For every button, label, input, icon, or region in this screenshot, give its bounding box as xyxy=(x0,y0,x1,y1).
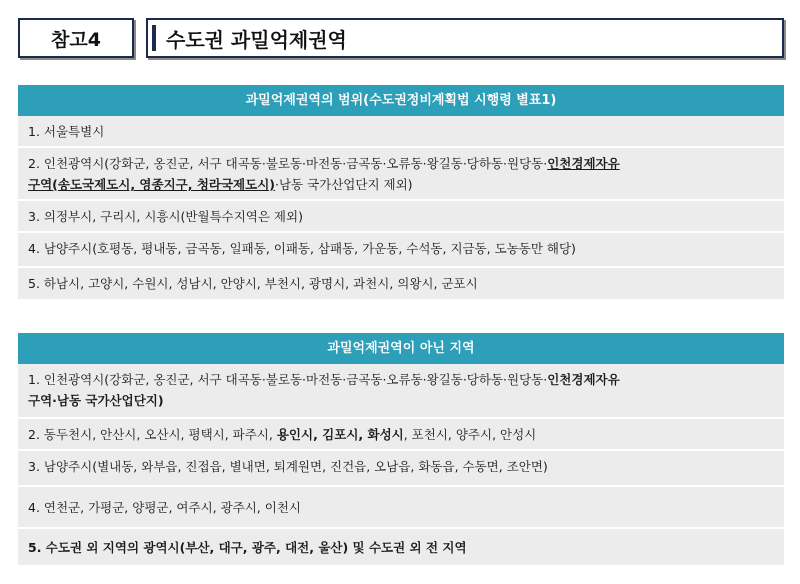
section-header: 과밀억제권역이 아닌 지역 xyxy=(18,333,784,364)
item-text: ·남동 국가산업단지 제외) xyxy=(274,177,413,192)
list-item xyxy=(18,364,784,419)
list-item xyxy=(18,148,784,201)
item-text: 2. 인천광역시(강화군, 옹진군, 서구 대곡동·불로동·마전동·금곡동·오류동·왕길동·당하동·원당동· xyxy=(28,156,548,171)
list-item xyxy=(18,233,784,268)
list-item xyxy=(18,487,784,529)
page-title: 수도권 과밀억제권역 xyxy=(166,27,347,52)
title-accent-bar xyxy=(152,25,156,51)
item-emphasis: 구역·남동 국가산업단지) xyxy=(28,393,164,408)
item-text: 1. 인천광역시(강화군, 옹진군, 서구 대곡동·불로동·마전동·금곡동·오류동·왕길동·당하동·원당동· xyxy=(28,372,548,387)
item-text: 1. 서울특별시 xyxy=(28,124,105,139)
section-non-overcrowding xyxy=(18,333,784,567)
item-text: 4. 연천군, 가평군, 양평군, 여주시, 광주시, 이천시 xyxy=(28,500,301,515)
item-emphasis: 용인시, 김포시, 화성시 xyxy=(276,427,404,442)
section-header: 과밀억제권역의 범위(수도권정비계획법 시행령 별표1) xyxy=(18,85,784,116)
item-emphasis: 5. 수도권 외 지역의 광역시(부산, 대구, 광주, 대전, 울산) 및 수도권 외 전 지역 xyxy=(28,540,467,555)
list-item xyxy=(18,419,784,451)
reference-tag: 참고4 xyxy=(18,18,134,58)
item-text: , 포천시, 양주시, 안성시 xyxy=(403,427,537,442)
item-text: 3. 남양주시(별내동, 와부읍, 진접읍, 별내면, 퇴계원면, 진건읍, 오남읍, 화동읍, 수동면, 조안면) xyxy=(28,459,548,474)
list-item xyxy=(18,268,784,301)
item-emphasis: 인천경제자유 xyxy=(547,372,620,387)
list-item xyxy=(18,529,784,567)
item-text: 5. 하남시, 고양시, 수원시, 성남시, 안양시, 부천시, 광명시, 과천시, 의왕시, 군포시 xyxy=(28,276,478,291)
title-bar xyxy=(18,18,784,58)
item-text: 2. 동두천시, 안산시, 오산시, 평택시, 파주시, xyxy=(28,427,277,442)
list-item xyxy=(18,116,784,148)
title-box xyxy=(146,18,784,58)
section-overcrowding-scope xyxy=(18,85,784,301)
list-item xyxy=(18,201,784,233)
item-emphasis: 구역(송도국제도시, 영종지구, 청라국제도시) xyxy=(28,177,275,192)
item-text: 3. 의정부시, 구리시, 시흥시(반월특수지역은 제외) xyxy=(28,209,303,224)
list-item xyxy=(18,451,784,487)
item-emphasis: 인천경제자유 xyxy=(547,156,620,171)
item-text: 4. 남양주시(호평동, 평내동, 금곡동, 일패동, 이패동, 삼패동, 가운동, 수석동, 지금동, 도농동만 해당) xyxy=(28,241,576,256)
